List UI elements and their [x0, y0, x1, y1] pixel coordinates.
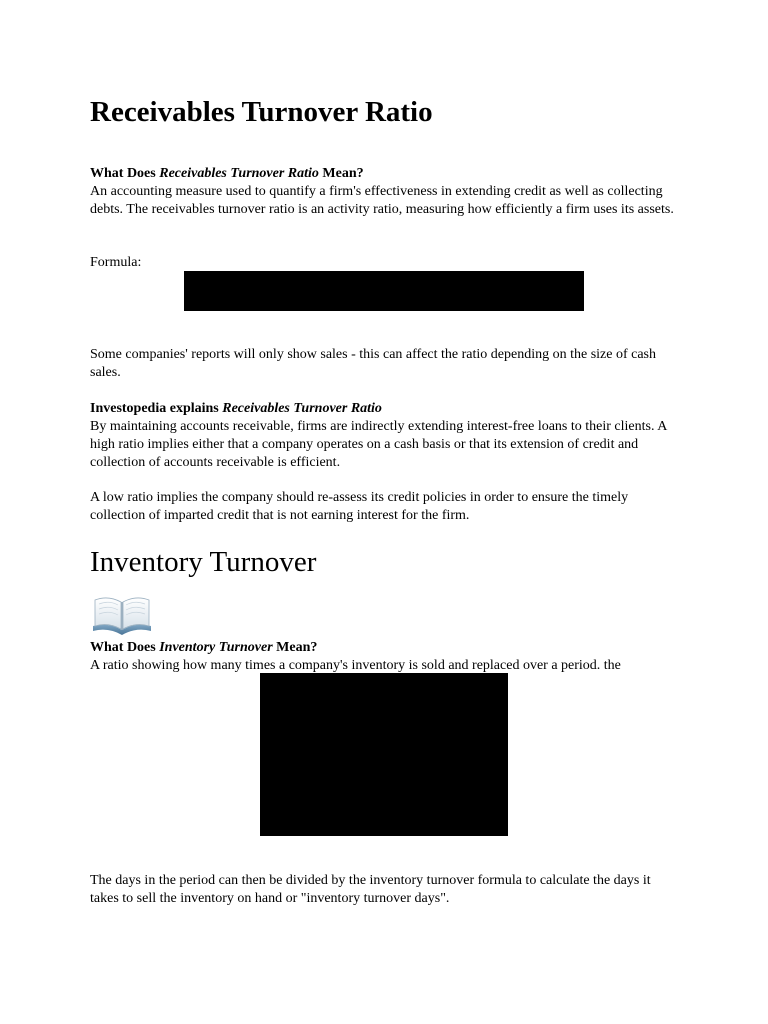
formula-label: Formula:	[90, 255, 142, 270]
inventory-definition: A ratio showing how many times a company's inventory is sold and replaced over a period. the	[90, 658, 621, 673]
receivables-definition: An accounting measure used to quantify a firm's effectiveness in extending credit as well as collecting debts. The receivables turnover ratio is an activity ratio, measuring how efficiently a firm uses its assets.	[90, 184, 674, 217]
receivables-title: Receivables Turnover Ratio	[90, 96, 433, 128]
explains-text: By maintaining accounts receivable, firms are indirectly extending interest-free loans to their clients. A high ratio implies either that a company operates on a cash basis or that its extension of credit and collection of accounts receivable is efficient.	[90, 419, 667, 470]
inventory-days-text: The days in the period can then be divided by the inventory turnover formula to calculate the days it takes to sell the inventory on hand or "inventory turnover days".	[90, 873, 651, 906]
question-suffix: Mean?	[318, 166, 364, 181]
inventory-formula-redaction	[260, 673, 508, 836]
open-book-icon	[90, 592, 154, 638]
inventory-question-heading	[90, 639, 680, 657]
inventory-question-suffix: Mean?	[272, 640, 318, 655]
explains-term: Receivables Turnover Ratio	[222, 401, 382, 416]
low-ratio-text: A low ratio implies the company should re-assess its credit policies in order to ensure the timely collection of imparted credit that is not earning interest for the firm.	[90, 490, 629, 523]
receivables-explains-block	[90, 400, 680, 472]
receivables-question-heading	[90, 165, 680, 183]
question-term: Receivables Turnover Ratio	[159, 166, 319, 181]
receivables-question-block	[90, 165, 680, 219]
inventory-question-term: Inventory Turnover	[159, 640, 273, 655]
question-prefix: What Does	[90, 166, 160, 181]
inventory-question-prefix: What Does	[90, 640, 160, 655]
inventory-question-block	[90, 639, 680, 675]
explains-prefix: Investopedia explains	[90, 401, 223, 416]
inventory-title: Inventory Turnover	[90, 546, 317, 578]
explains-heading	[90, 400, 680, 418]
receivables-note: Some companies' reports will only show sales - this can affect the ratio depending on the size of cash sales.	[90, 347, 657, 380]
formula-redaction	[184, 271, 584, 311]
